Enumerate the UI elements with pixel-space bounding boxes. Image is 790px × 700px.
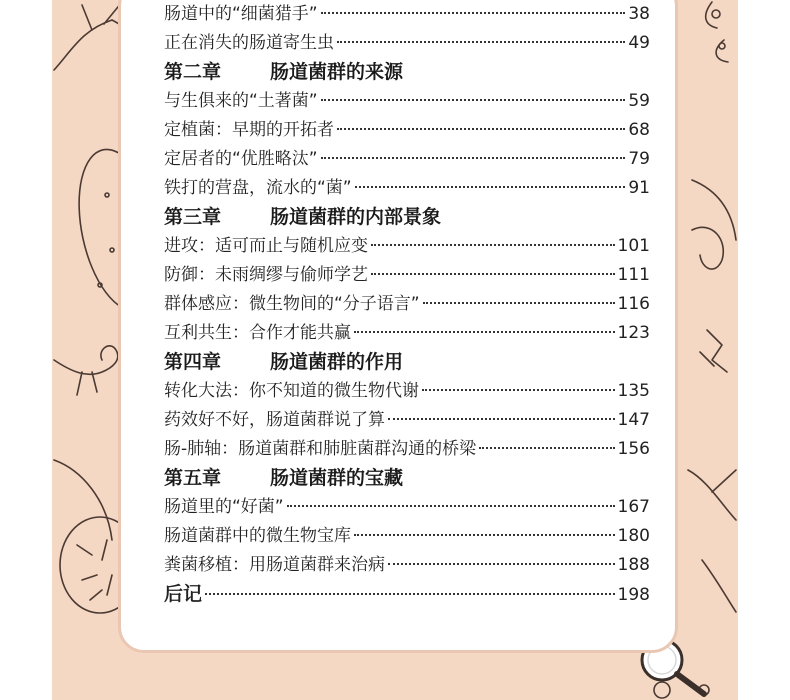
toc-entry-title: 药效好不好，肠道菌群说了算 bbox=[164, 410, 385, 430]
chapter-heading bbox=[164, 203, 650, 232]
toc-entry-title: 进攻：适可而止与随机应变 bbox=[164, 236, 368, 256]
toc-entry[interactable] bbox=[164, 522, 650, 551]
dot-leader bbox=[388, 563, 615, 565]
toc-entry[interactable] bbox=[164, 435, 650, 464]
dot-leader bbox=[354, 331, 615, 333]
toc-entry-title: 肠道里的“好菌” bbox=[164, 497, 284, 517]
dot-leader bbox=[371, 244, 615, 246]
toc-entry-title: 肠道中的“细菌猎手” bbox=[164, 4, 318, 24]
toc-entry[interactable] bbox=[164, 174, 650, 203]
toc-entry-title: 粪菌移植：用肠道菌群来治病 bbox=[164, 555, 385, 575]
toc-entry[interactable] bbox=[164, 580, 650, 609]
page-number: 49 bbox=[628, 33, 650, 53]
dot-leader bbox=[371, 273, 615, 275]
page-number: 111 bbox=[617, 265, 650, 285]
page-number: 101 bbox=[617, 236, 650, 256]
toc-entry[interactable] bbox=[164, 87, 650, 116]
toc-entry-title: 肠-肺轴：肠道菌群和肺脏菌群沟通的桥梁 bbox=[164, 439, 477, 459]
page-number: 38 bbox=[628, 4, 650, 24]
page-number: 198 bbox=[617, 585, 650, 605]
toc-entry[interactable] bbox=[164, 290, 650, 319]
toc-entry-title: 与生俱来的“土著菌” bbox=[164, 91, 318, 111]
toc-entry[interactable] bbox=[164, 116, 650, 145]
page-number: 91 bbox=[628, 178, 650, 198]
page-number: 68 bbox=[628, 120, 650, 140]
chapter-title: 肠道菌群的来源 bbox=[270, 61, 404, 83]
chapter-heading bbox=[164, 348, 650, 377]
dot-leader bbox=[422, 389, 615, 391]
chapter-number: 第四章 bbox=[164, 351, 222, 373]
toc-entry[interactable] bbox=[164, 377, 650, 406]
dot-leader bbox=[388, 418, 615, 420]
dot-leader bbox=[287, 505, 615, 507]
page-number: 180 bbox=[617, 526, 650, 546]
page-number: 59 bbox=[628, 91, 650, 111]
toc-entry-title: 群体感应：微生物间的“分子语言” bbox=[164, 294, 420, 314]
toc-entry[interactable] bbox=[164, 319, 650, 348]
dot-leader bbox=[205, 593, 615, 595]
toc-entry-title: 定居者的“优胜略汰” bbox=[164, 149, 318, 169]
dot-leader bbox=[321, 12, 626, 14]
chapter-title: 肠道菌群的作用 bbox=[270, 351, 404, 373]
toc-entry[interactable] bbox=[164, 261, 650, 290]
toc-entry-title: 肠道菌群中的微生物宝库 bbox=[164, 526, 351, 546]
toc-entry[interactable] bbox=[164, 551, 650, 580]
dot-leader bbox=[354, 534, 615, 536]
chapter-title: 肠道菌群的内部景象 bbox=[270, 206, 442, 228]
dot-leader bbox=[321, 99, 626, 101]
toc-entry[interactable] bbox=[164, 406, 650, 435]
dot-leader bbox=[337, 41, 625, 43]
page-number: 123 bbox=[617, 323, 650, 343]
chapter-heading bbox=[164, 58, 650, 87]
page-number: 156 bbox=[617, 439, 650, 459]
toc-entry-title: 后记 bbox=[164, 583, 203, 605]
toc-entry-title: 铁打的营盘，流水的“菌” bbox=[164, 178, 352, 198]
dot-leader bbox=[355, 186, 626, 188]
page-number: 147 bbox=[617, 410, 650, 430]
toc-entry[interactable] bbox=[164, 29, 650, 58]
dot-leader bbox=[337, 128, 625, 130]
toc-entry-title: 防御：未雨绸缪与偷师学艺 bbox=[164, 265, 368, 285]
page-number: 79 bbox=[628, 149, 650, 169]
chapter-number: 第二章 bbox=[164, 61, 222, 83]
chapter-number: 第三章 bbox=[164, 206, 222, 228]
toc-entry[interactable] bbox=[164, 232, 650, 261]
toc-entry-title: 互利共生：合作才能共赢 bbox=[164, 323, 351, 343]
table-of-contents bbox=[164, 0, 650, 609]
chapter-heading bbox=[164, 464, 650, 493]
dot-leader bbox=[423, 302, 615, 304]
page-number: 116 bbox=[617, 294, 650, 314]
dot-leader bbox=[321, 157, 626, 159]
chapter-number: 第五章 bbox=[164, 467, 222, 489]
toc-entry-title: 定植菌：早期的开拓者 bbox=[164, 120, 334, 140]
toc-entry-title: 正在消失的肠道寄生虫 bbox=[164, 33, 334, 53]
page-number: 135 bbox=[617, 381, 650, 401]
toc-entry[interactable] bbox=[164, 493, 650, 522]
toc-entry[interactable] bbox=[164, 0, 650, 29]
toc-entry-title: 转化大法：你不知道的微生物代谢 bbox=[164, 381, 419, 401]
dot-leader bbox=[479, 447, 614, 449]
toc-entry[interactable] bbox=[164, 145, 650, 174]
page-number: 167 bbox=[617, 497, 650, 517]
chapter-title: 肠道菌群的宝藏 bbox=[270, 467, 404, 489]
page-number: 188 bbox=[617, 555, 650, 575]
